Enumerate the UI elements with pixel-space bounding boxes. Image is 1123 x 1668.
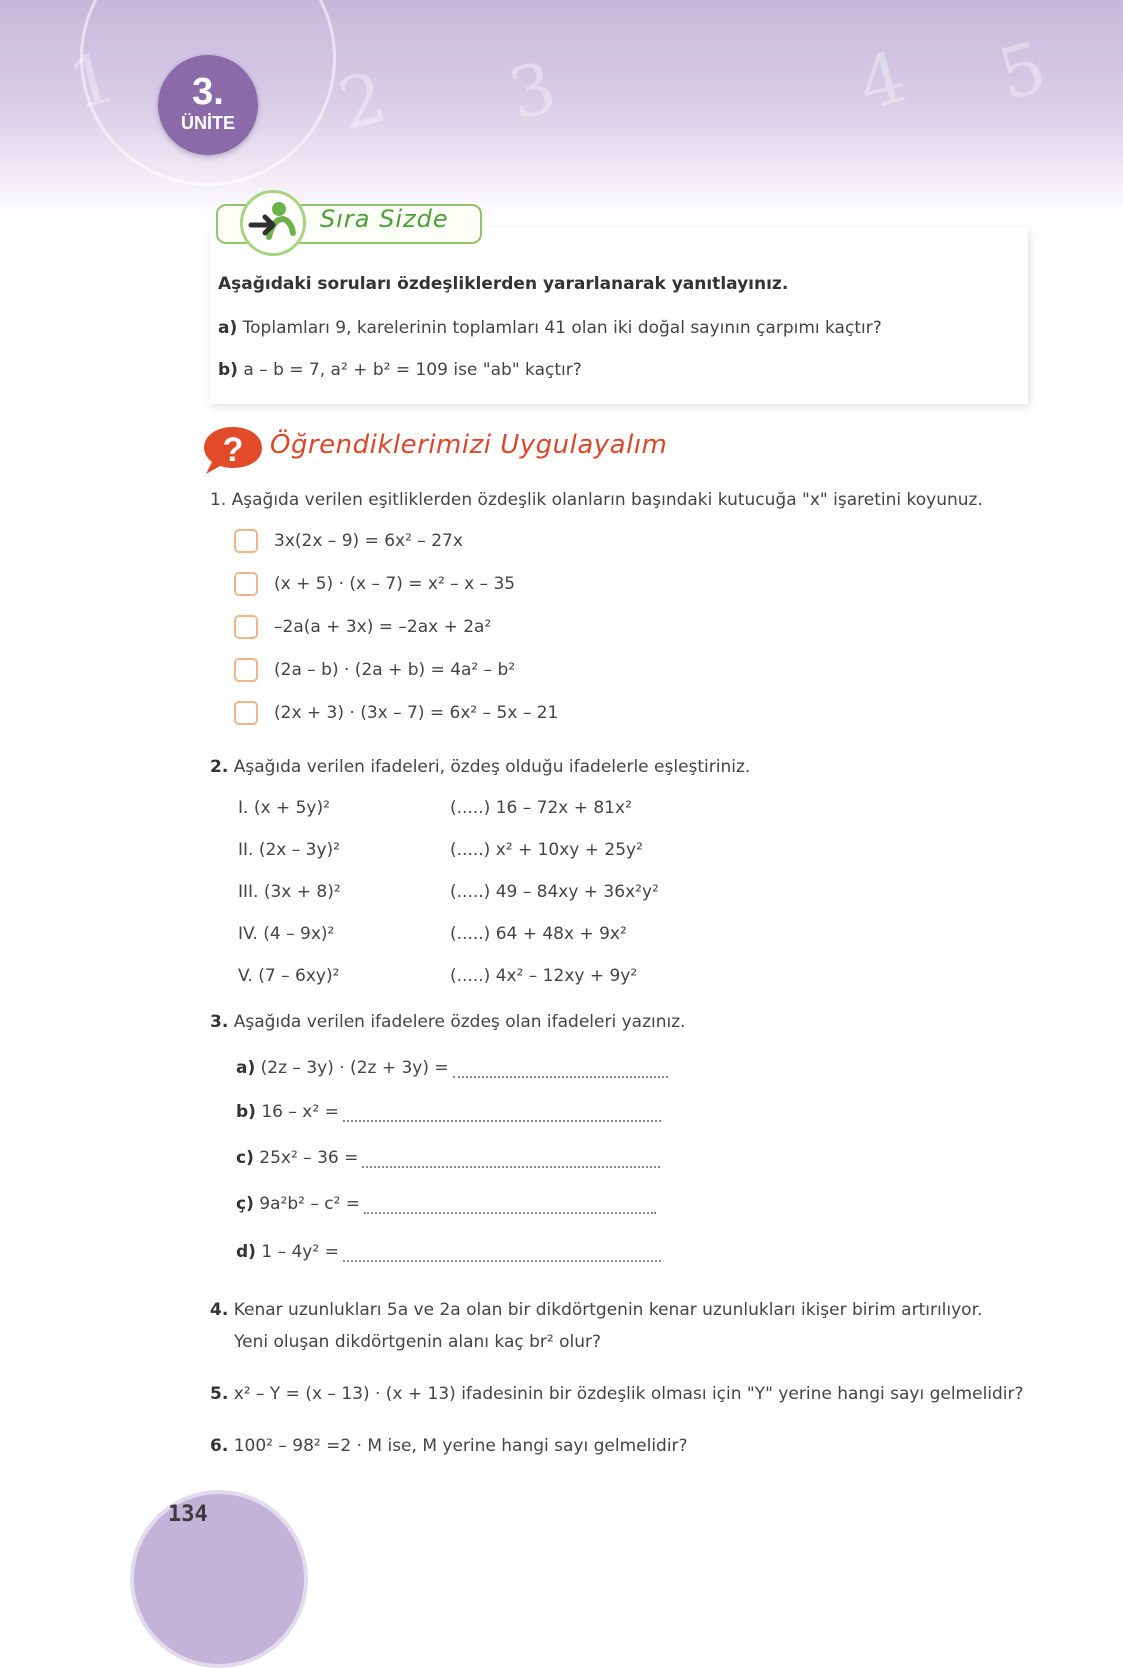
item-label: d)	[236, 1242, 256, 1262]
equation-text: (2a – b) · (2a + b) = 4a² – b²	[274, 660, 516, 680]
match-left-item: III. (3x + 8)²	[238, 882, 341, 902]
answer-blank[interactable]	[362, 1152, 660, 1168]
sira-sizde-question-a	[218, 318, 882, 338]
question-label: a)	[218, 318, 238, 338]
question-number: 4.	[210, 1300, 229, 1320]
question-2	[210, 757, 750, 777]
unit-badge	[158, 55, 258, 155]
expression-text: (2z – 3y) · (2z + 3y) =	[260, 1058, 449, 1078]
sira-sizde-instruction: Aşağıdaki soruları özdeşliklerden yararlanarak yanıtlayınız.	[218, 274, 789, 294]
svg-text:?: ?	[222, 431, 244, 469]
expression-text: 1 – 4y² =	[261, 1242, 339, 1262]
decorative-digit: 4	[850, 35, 915, 127]
match-left-item: IV. (4 – 9x)²	[238, 924, 335, 944]
match-right-item[interactable]: (.....) 64 + 48x + 9x²	[450, 924, 627, 944]
expression-text: 25x² – 36 =	[259, 1148, 359, 1168]
fill-in-row	[236, 1058, 668, 1078]
question-text: x² – Y = (x – 13) · (x + 13) ifadesinin bir özdeşlik olması için "Y" yerine hangi sayı gelmelidir?	[233, 1384, 1024, 1404]
page-number: 134	[168, 1502, 208, 1527]
decorative-digit: 5	[990, 25, 1055, 117]
checkbox-row	[234, 613, 491, 641]
answer-checkbox[interactable]	[234, 658, 258, 682]
question-text: Aşağıda verilen eşitliklerden özdeşlik olanların başındaki kutucuğa "x" işaretini koyunuz.	[231, 490, 983, 510]
match-left-item: II. (2x – 3y)²	[238, 840, 340, 860]
question-6	[210, 1436, 688, 1456]
unit-label: ÜNİTE	[181, 113, 235, 133]
match-right-item[interactable]: (.....) 4x² – 12xy + 9y²	[450, 966, 638, 986]
decorative-digit: 1	[60, 35, 125, 127]
fill-in-row	[236, 1148, 660, 1168]
sira-sizde-title: Sıra Sizde	[320, 205, 449, 233]
answer-blank[interactable]	[364, 1198, 656, 1214]
answer-checkbox[interactable]	[234, 529, 258, 553]
expression-text: 9a²b² – c² =	[259, 1194, 361, 1214]
question-1	[210, 490, 983, 510]
page-number-badge	[130, 1490, 308, 1668]
question-number: 2.	[210, 757, 229, 777]
equation-text: –2a(a + 3x) = –2ax + 2a²	[274, 617, 492, 637]
question-number: 3.	[210, 1012, 229, 1032]
decorative-digit: 3	[500, 45, 565, 137]
answer-checkbox[interactable]	[234, 701, 258, 725]
person-arrow-icon	[240, 190, 306, 256]
fill-in-row	[236, 1194, 656, 1214]
answer-blank[interactable]	[343, 1246, 661, 1262]
match-right-item[interactable]: (.....) 16 – 72x + 81x²	[450, 798, 632, 818]
equation-text: 3x(2x – 9) = 6x² – 27x	[274, 531, 463, 551]
question-text: a – b = 7, a² + b² = 109 ise "ab" kaçtır?	[243, 360, 582, 380]
checkbox-row	[234, 656, 515, 684]
question-number: 5.	[210, 1384, 229, 1404]
expression-text: 16 – x² =	[261, 1102, 339, 1122]
checkbox-row	[234, 527, 463, 555]
question-3	[210, 1012, 686, 1032]
match-left-item: V. (7 – 6xy)²	[238, 966, 340, 986]
question-text: 100² – 98² =2 · M ise, M yerine hangi sayı gelmelidir?	[233, 1436, 688, 1456]
decorative-digit: 2	[330, 55, 395, 147]
question-number: 1.	[210, 490, 227, 510]
equation-text: (x + 5) · (x – 7) = x² – x – 35	[274, 574, 516, 594]
answer-blank[interactable]	[343, 1106, 661, 1122]
item-label: a)	[236, 1058, 256, 1078]
equation-text: (2x + 3) · (3x – 7) = 6x² – 5x – 21	[274, 703, 559, 723]
question-5	[210, 1384, 1024, 1404]
question-4-line-2: Yeni oluşan dikdörtgenin alanı kaç br² olur?	[234, 1332, 602, 1352]
checkbox-row	[234, 699, 558, 727]
fill-in-row	[236, 1102, 661, 1122]
question-label: b)	[218, 360, 238, 380]
answer-checkbox[interactable]	[234, 615, 258, 639]
match-left-item: I. (x + 5y)²	[238, 798, 330, 818]
question-text: Aşağıda verilen ifadeleri, özdeş olduğu ifadelerle eşleştiriniz.	[233, 757, 751, 777]
question-4-line-1	[210, 1300, 982, 1320]
match-right-item[interactable]: (.....) 49 – 84xy + 36x²y²	[450, 882, 659, 902]
question-text: Toplamları 9, karelerinin toplamları 41 olan iki doğal sayının çarpımı kaçtır?	[242, 318, 882, 338]
question-text: Kenar uzunlukları 5a ve 2a olan bir dikdörtgenin kenar uzunlukları ikişer birim artırılıyor.	[233, 1300, 983, 1320]
question-number: 6.	[210, 1436, 229, 1456]
checkbox-row	[234, 570, 515, 598]
item-label: c)	[236, 1148, 254, 1168]
item-label: ç)	[236, 1194, 254, 1214]
answer-blank[interactable]	[453, 1062, 668, 1078]
answer-checkbox[interactable]	[234, 572, 258, 596]
match-right-item[interactable]: (.....) x² + 10xy + 25y²	[450, 840, 643, 860]
question-text: Aşağıda verilen ifadelere özdeş olan ifadeleri yazınız.	[233, 1012, 686, 1032]
item-label: b)	[236, 1102, 256, 1122]
fill-in-row	[236, 1242, 661, 1262]
section-title: Öğrendiklerimizi Uygulayalım	[270, 430, 668, 460]
sira-sizde-question-b	[218, 360, 582, 380]
unit-number: 3.	[192, 71, 224, 113]
question-bubble-icon	[202, 424, 264, 476]
